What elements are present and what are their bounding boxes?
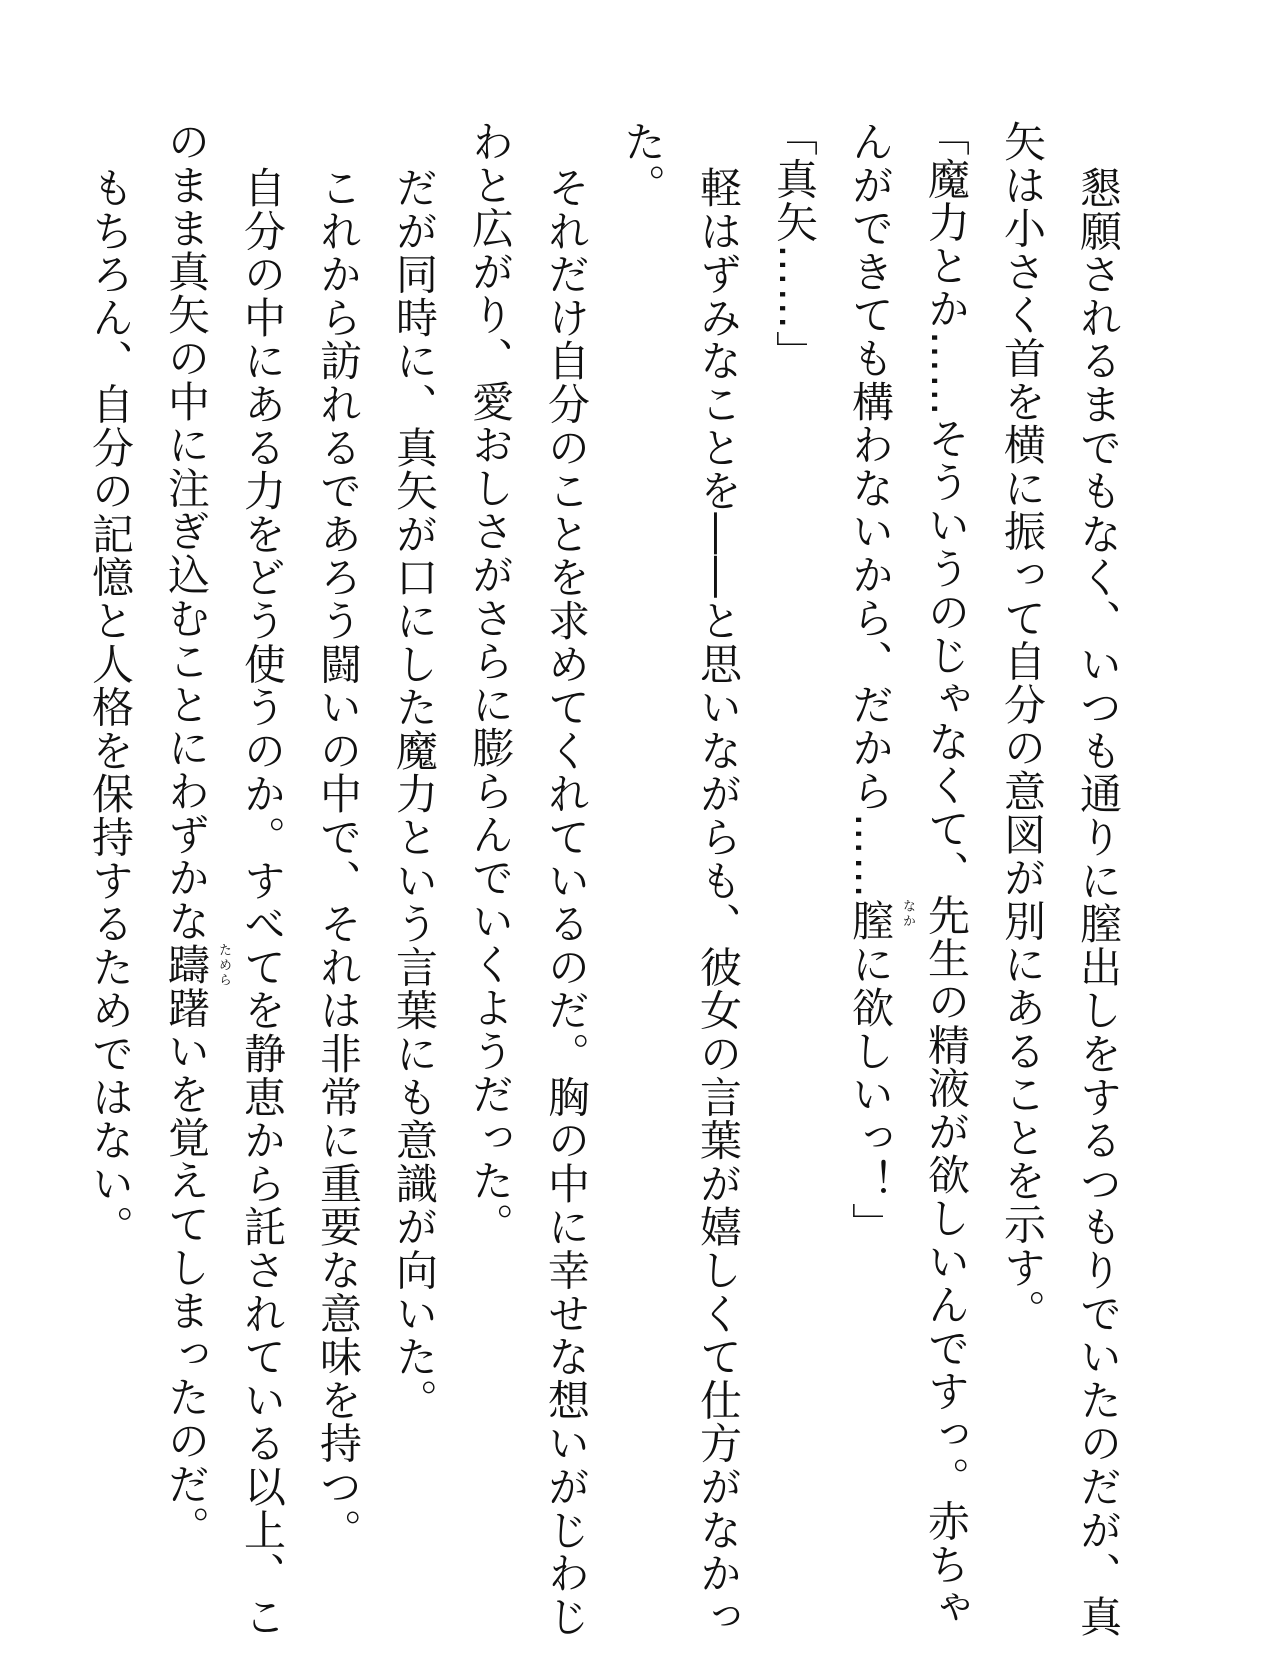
text-segment: 「真矢……」: [770, 114, 819, 374]
text-segment: た。: [618, 120, 667, 207]
text-segment: 自分の中にある力をどう使うのか。すべてを静恵から託されている以上、こ: [238, 166, 287, 1639]
text-line-6: [692, 120, 744, 1638]
text-segment: 軽はずみなことを――と思いながらも、彼女の言葉が嬉しくて仕方がなかっ: [694, 166, 743, 1639]
text-segment: これから訪れるであろう闘いの中で、それは非常に重要な意味を持つ。: [314, 166, 363, 1552]
text-segment: んができても構わないから、だから……: [846, 120, 895, 900]
text-segment: いを覚えてしまったのだ。: [162, 1029, 211, 1549]
text-segment: に欲しいっ！」: [846, 942, 895, 1246]
text-line-5: [768, 114, 820, 374]
text-segment: 矢は小さく首を横に振って自分の意図が別にあることを示す。: [998, 120, 1047, 1333]
text-line-11: [312, 120, 364, 1552]
text-segment: もちろん、自分の記憶と人格を保持するためではない。: [86, 166, 135, 1249]
ruby-word-naka: [844, 899, 915, 943]
text-segment: それだけ自分のことを求めてくれているのだ。胸の中に幸せな想いがじわじ: [542, 166, 591, 1639]
text-line-7: [616, 120, 668, 207]
text-line-2: [996, 120, 1048, 1332]
text-line-1: [1072, 120, 1124, 1638]
text-line-3: [920, 114, 972, 1630]
text-segment: 「魔力とか……そういうのじゃなくて、先生の精液が欲しいんですっ。赤ちゃ: [922, 114, 971, 1630]
text-line-4: [844, 120, 915, 1246]
ruby-base-text: 躊躇: [162, 942, 211, 1030]
text-line-8: [540, 120, 592, 1638]
text-line-10: [388, 120, 440, 1422]
text-segment: 懇願されるまでもなく、いつも通りに膣出しをするつもりでいたのだが、真: [1074, 166, 1123, 1639]
ruby-reading: ためら: [216, 942, 231, 988]
text-line-14: [84, 120, 136, 1249]
text-segment: のまま真矢の中に注ぎ込むことにわずかな: [162, 120, 211, 943]
text-line-9: [464, 120, 516, 1246]
text-line-12: [236, 120, 288, 1638]
text-segment: わと広がり、愛おしさがさらに膨らんでいくようだった。: [466, 120, 515, 1246]
ruby-base-text: 膣: [846, 899, 895, 943]
text-segment: だが同時に、真矢が口にした魔力という言葉にも意識が向いた。: [390, 166, 439, 1422]
text-line-13: [160, 120, 231, 1549]
ruby-word-tamerai: [160, 942, 231, 1030]
ruby-reading: なか: [900, 899, 915, 930]
